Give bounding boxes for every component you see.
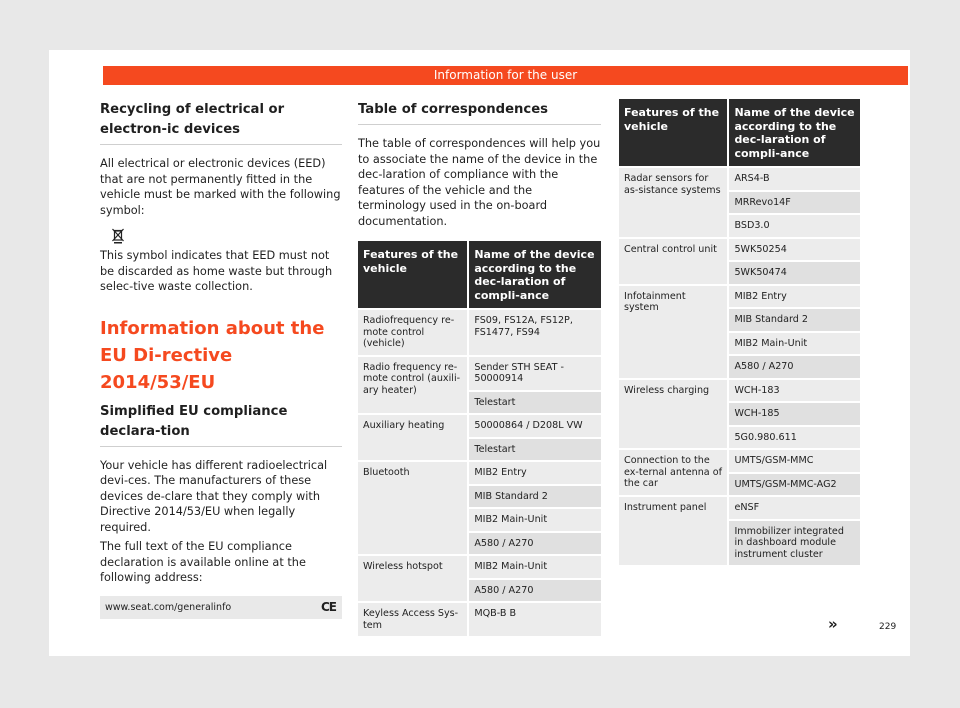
device-name-cell: 5WK50254 (727, 237, 860, 261)
device-name-cell: A580 / A270 (467, 531, 601, 555)
feature-cell: Radiofrequency re-mote control (vehicle) (358, 308, 467, 355)
table-body (619, 166, 860, 565)
table-row (358, 601, 601, 636)
column-header-features: Features of the vehicle (619, 99, 727, 166)
device-name-cell: MQB-B B (467, 601, 601, 636)
left-column (100, 95, 342, 619)
device-name-cell: A580 / A270 (727, 354, 860, 378)
device-name-cell: WCH-183 (727, 378, 860, 402)
declaration-para-1: Your vehicle has different radioelectrical devi-ces. The manufacturers of these devices de-clare that they comply with Directive 2014/53/EU when legally required. (100, 458, 328, 534)
table-row (619, 284, 860, 308)
column-header-device-name: Name of the device according to the dec-laration of compli-ance (727, 99, 860, 166)
feature-cell: Wireless hotspot (358, 554, 467, 601)
device-name-cell: MRRevo14F (727, 190, 860, 214)
crossed-bin-icon (112, 228, 124, 244)
feature-cell: Connection to the ex-ternal antenna of the car (619, 448, 727, 495)
feature-cell: Keyless Access Sys-tem (358, 601, 467, 636)
device-name-cell: Sender STH SEAT - 50000914 (467, 355, 601, 390)
manual-page (49, 50, 910, 656)
device-name-cell: eNSF (727, 495, 860, 519)
table-body (358, 308, 601, 636)
table-row (358, 413, 601, 437)
column-header-features: Features of the vehicle (358, 241, 467, 308)
recycling-text: All electrical or electronic devices (EED) that are not permanently fitted in the vehicle must be marked with the following symbol: (100, 157, 341, 217)
simplified-declaration-heading: Simplified EU compliance declara-tion (100, 402, 342, 447)
device-name-cell: MIB Standard 2 (467, 484, 601, 508)
feature-cell: Radio frequency re-mote control (auxili-ary heater) (358, 355, 467, 414)
declaration-para-2: The full text of the EU compliance declaration is available online at the following address: (100, 540, 306, 584)
device-name-cell: UMTS/GSM-MMC (727, 448, 860, 472)
device-name-cell: 5G0.980.611 (727, 425, 860, 449)
device-name-cell: WCH-185 (727, 401, 860, 425)
table-header-row (619, 99, 860, 166)
eu-directive-heading: Information about the EU Di-rective 2014/53/EU (100, 317, 325, 393)
page-header: Information for the user (103, 66, 908, 85)
device-name-cell: Telestart (467, 390, 601, 414)
device-name-cell: MIB Standard 2 (727, 307, 860, 331)
declaration-url-box (100, 596, 342, 619)
feature-cell: Bluetooth (358, 460, 467, 554)
table-row (358, 308, 601, 355)
device-name-cell: MIB2 Main-Unit (467, 554, 601, 578)
correspondence-table-1 (358, 241, 601, 636)
feature-cell: Radar sensors for as-sistance systems (619, 166, 727, 237)
table-row (358, 460, 601, 484)
table-header-row (358, 241, 601, 308)
feature-cell: Wireless charging (619, 378, 727, 449)
declaration-url[interactable]: www.seat.com/generalinfo (105, 601, 232, 613)
correspondence-table-2 (619, 99, 860, 565)
page-number: 229 (879, 622, 897, 632)
device-name-cell: MIB2 Main-Unit (467, 507, 601, 531)
feature-cell: Auxiliary heating (358, 413, 467, 460)
feature-cell: Central control unit (619, 237, 727, 284)
correspondence-heading: Table of correspondences (358, 100, 601, 125)
device-name-cell: FS09, FS12A, FS12P, FS1477, FS94 (467, 308, 601, 355)
continued-marker: » (828, 615, 838, 633)
middle-column (358, 95, 601, 636)
ce-mark-icon: CE (320, 599, 336, 614)
device-name-cell: MIB2 Entry (467, 460, 601, 484)
symbol-text: This symbol indicates that EED must not be discarded as home waste but through selec-tive waste collection. (100, 249, 333, 293)
right-column (619, 95, 860, 565)
feature-cell: Infotainment system (619, 284, 727, 378)
table-row (619, 237, 860, 261)
device-name-cell: 50000864 / D208L VW (467, 413, 601, 437)
table-row (358, 355, 601, 390)
device-name-cell: MIB2 Entry (727, 284, 860, 308)
column-header-device-name: Name of the device according to the dec-laration of compli-ance (467, 241, 601, 308)
table-row (358, 554, 601, 578)
device-name-cell: BSD3.0 (727, 213, 860, 237)
table-row (619, 166, 860, 190)
device-name-cell: 5WK50474 (727, 260, 860, 284)
feature-cell: Instrument panel (619, 495, 727, 565)
device-name-cell: Immobilizer integrated in dashboard module instrument cluster (727, 519, 860, 566)
correspondence-intro: The table of correspondences will help you to associate the name of the device in the dec-laration of compliance with the features of the vehicle and the terminology used in the on-board documentation. (358, 137, 601, 228)
device-name-cell: UMTS/GSM-MMC-AG2 (727, 472, 860, 496)
table-row (619, 378, 860, 402)
device-name-cell: A580 / A270 (467, 578, 601, 602)
table-row (619, 448, 860, 472)
table-row (619, 495, 860, 519)
recycling-heading: Recycling of electrical or electron-ic devices (100, 100, 342, 145)
device-name-cell: MIB2 Main-Unit (727, 331, 860, 355)
device-name-cell: ARS4-B (727, 166, 860, 190)
device-name-cell: Telestart (467, 437, 601, 461)
